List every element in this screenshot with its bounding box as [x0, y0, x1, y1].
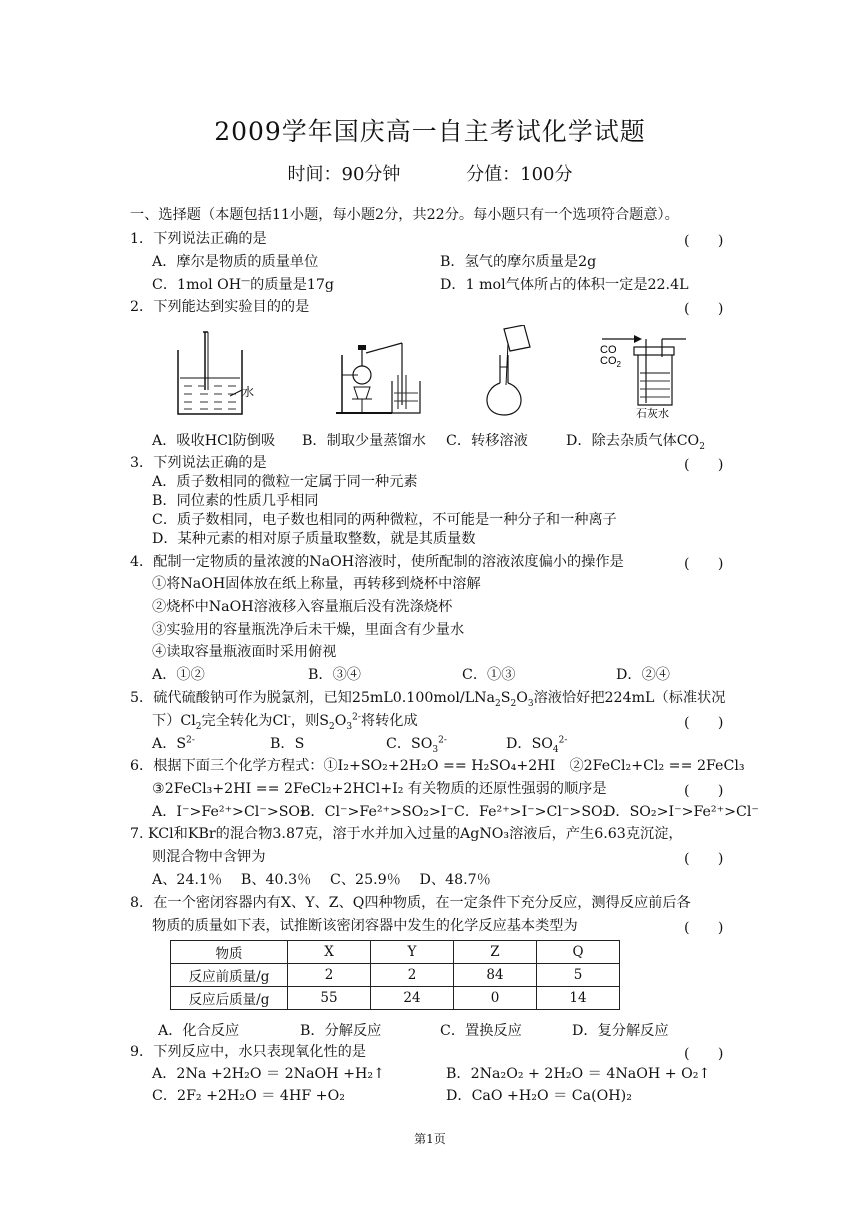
q8-answer-blank: ( ) [684, 920, 724, 936]
q5-answer-blank: ( ) [684, 715, 724, 731]
beaker-apparatus-figure [170, 330, 260, 420]
q4-option-a: A．①② [152, 667, 205, 683]
q5-stem-line1: 5．硫代硫酸钠可作为脱氯剂，已知$25mL0.100mol/LNa_2S_2O_3$溶液恰好把224mL（标准状况 [130, 690, 726, 709]
q3-option-a: A．质子数相同的微粒一定属于同一种元素 [152, 474, 418, 490]
q6-option-c: C．Fe²⁺>I⁻>Cl⁻>SO₂ [454, 804, 609, 820]
limewater-label: 石灰水 [636, 408, 669, 420]
q4-option-d: D．②④ [616, 667, 670, 683]
q2-option-c: C．转移溶液 [446, 433, 528, 449]
q1-option-b: B．氢气的摩尔质量是2g [440, 254, 597, 270]
exam-time: 时间：90分钟 [287, 164, 401, 185]
table-cell: 物质 [171, 941, 288, 964]
distillation-apparatus-figure [330, 325, 430, 420]
q6-option-a: A．I⁻>Fe²⁺>Cl⁻>SO₂ [152, 804, 306, 820]
exam-info [0, 160, 860, 186]
gas-washing-bottle-figure [596, 333, 696, 421]
table-cell: 14 [537, 987, 620, 1010]
table-cell: 55 [288, 987, 371, 1010]
q1-option-a: A．摩尔是物质的质量单位 [152, 254, 319, 270]
q4-answer-blank: ( ) [684, 556, 724, 572]
q6-option-b: B．Cl⁻>Fe²⁺>SO₂>I⁻ [300, 804, 454, 820]
table-cell: 反应前质量/g [171, 964, 288, 987]
q2-stem: 2．下列能达到实验目的的是 [130, 299, 310, 315]
table-cell: 反应后质量/g [171, 987, 288, 1010]
q9-option-b: B．2Na₂O₂ + 2H₂O ＝ 4NaOH + O₂↑ [446, 1066, 711, 1082]
q3-option-d: D．某种元素的相对原子质量取整数，就是其质量数 [152, 531, 476, 547]
q8-stem-line1: 8．在一个密闭容器内有X、Y、Z、Q四种物质，在一定条件下充分反应，测得反应前后各 [130, 895, 691, 911]
page-number: 第1页 [414, 1132, 446, 1146]
q8-option-d: D．复分解反应 [572, 1023, 669, 1039]
table-cell: X [288, 941, 371, 964]
q9-option-c: C．2F₂ +2H₂O ＝ 4HF +O₂ [152, 1088, 345, 1104]
q2-option-a: A．吸收HCl防倒吸 [152, 433, 276, 449]
q4-stem: 4．配制一定物质的量浓渡的NaOH溶液时，使所配制的溶液浓度偏小的操作是 [130, 554, 624, 570]
table-cell: Y [371, 941, 454, 964]
table-cell: 5 [537, 964, 620, 987]
q5-option-a: A．$S^{2-}$ [152, 735, 195, 752]
section-heading: 一、选择题（本题包括11小题，每小题2分，共22分。每小题只有一个选项符合题意）。 [130, 207, 679, 223]
table-header-row [171, 941, 620, 964]
table-row [171, 964, 620, 987]
q7-options: A、24.1％ B、40.3％ C、25.9％ D、48.7％ [152, 872, 491, 888]
q3-option-b: B．同位素的性质几乎相同 [152, 493, 319, 509]
q1-option-d: D．1 mol气体所占的体积一定是22.4L [440, 277, 689, 293]
table-cell: Q [537, 941, 620, 964]
q6-answer-blank: ( ) [684, 783, 724, 799]
q8-option-a: A．化合反应 [158, 1023, 240, 1039]
q3-stem: 3．下列说法正确的是 [130, 455, 267, 471]
q7-answer-blank: ( ) [684, 851, 724, 867]
q1-stem: 1．下列说法正确的是 [130, 231, 267, 247]
table-cell: 84 [454, 964, 537, 987]
table-cell: 2 [371, 964, 454, 987]
q7-stem-line2: 则混合物中含钾为 [152, 849, 266, 865]
q4-statement-2: ②烧杯中NaOH溶液移入容量瓶后没有洗涤烧杯 [152, 599, 453, 615]
q7-stem-line1: 7. KCl和KBr的混合物3.87克，溶于水并加入过量的AgNO₃溶液后，产生6.63克沉淀， [130, 826, 683, 842]
q2-answer-blank: ( ) [684, 301, 724, 317]
q5-option-b: B．S [270, 736, 305, 752]
q9-option-d: D．CaO +H₂O ＝ Ca(OH)₂ [446, 1088, 632, 1104]
q6-stem-line2: ③2FeCl₃+2HI == 2FeCl₂+2HCl+I₂ 有关物质的还原性强弱的顺序是 [152, 781, 607, 797]
page-title: 2009学年国庆高一自主考试化学试题 [214, 117, 646, 146]
water-label: 水 [242, 385, 255, 399]
table-cell: 2 [288, 964, 371, 987]
q5-option-d: D．$SO_4^{2-}$ [506, 735, 568, 755]
q4-statement-4: ④读取容量瓶液面时采用俯视 [152, 644, 337, 660]
q4-statement-3: ③实验用的容量瓶洗净后未干燥，里面含有少量水 [152, 622, 465, 638]
q2-option-d: D．除去杂质气体$CO_2$ [566, 433, 705, 452]
exam-score: 分值：100分 [466, 164, 573, 185]
table-cell: 24 [371, 987, 454, 1010]
q6-option-d: D．SO₂>I⁻>Fe²⁺>Cl⁻ [604, 804, 759, 820]
q9-answer-blank: ( ) [684, 1046, 724, 1062]
q6-stem-line1: 6．根据下面三个化学方程式：①I₂+SO₂+2H₂O == H₂SO₄+2HI ②2FeCl₂+Cl₂ == 2FeCl₃ [130, 758, 745, 774]
q1-answer-blank: ( ) [684, 233, 724, 249]
q1-option-c: C．1mol OH—的质量是17g [152, 276, 335, 293]
mass-table [170, 940, 620, 1010]
q8-option-c: C．置换反应 [440, 1023, 522, 1039]
q3-option-c: C．质子数相同，电子数也相同的两种微粒，不可能是一种分子和一种离子 [152, 512, 617, 528]
q8-stem-line2: 物质的质量如下表，试推断该密闭容器中发生的化学反应基本类型为 [152, 918, 578, 934]
q5-stem-line2: 下）$Cl_2$完全转化为Cl-，则$S_2O_3^{2-}$将转化成 [152, 712, 418, 732]
q4-statement-1: ①将NaOH固体放在纸上称量，再转移到烧杯中溶解 [152, 576, 481, 592]
q2-option-b: B．制取少量蒸馏水 [302, 433, 426, 449]
q4-option-b: B．③④ [308, 667, 361, 683]
q9-stem: 9．下列反应中，水只表现氧化性的是 [130, 1044, 367, 1060]
table-cell: 0 [454, 987, 537, 1010]
q8-option-b: B．分解反应 [300, 1023, 382, 1039]
q4-option-c: C．①③ [462, 667, 516, 683]
co-label: CO [600, 344, 617, 356]
table-cell: Z [454, 941, 537, 964]
q5-option-c: C．$SO_3^{2-}$ [386, 735, 447, 755]
q3-answer-blank: ( ) [684, 457, 724, 473]
table-row [171, 987, 620, 1010]
transfer-solution-figure [478, 325, 558, 420]
co2-label: $CO_2$ [600, 355, 621, 369]
q9-option-a: A．2Na +2H₂O ＝ 2NaOH +H₂↑ [152, 1066, 385, 1082]
